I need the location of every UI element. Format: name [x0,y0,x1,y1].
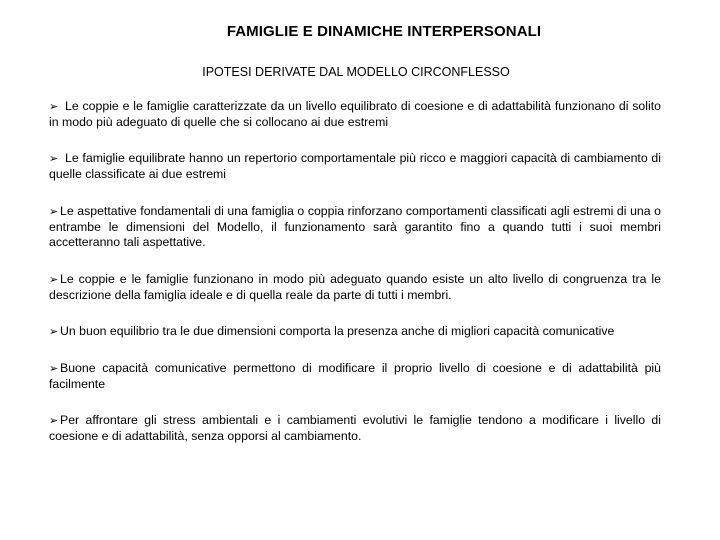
list-item-text: Le coppie e le famiglie caratterizzate da un livello equilibrato di coesione e di adattabilità funzionano di solito in modo più adeguato di quelle che si collocano ai due estremi [49,99,661,129]
list-item [49,151,661,183]
list-item [49,272,661,304]
arrow-bullet-icon: ➢ [49,326,59,339]
arrow-bullet-icon: ➢ [49,101,59,113]
list-item-text: Un buon equilibrio tra le due dimensioni comporta la presenza anche di migliori capacità comunicative [60,324,615,339]
list-item [49,204,661,251]
arrow-bullet-icon: ➢ [49,273,59,286]
page-subtitle: IPOTESI DERIVATE DAL MODELLO CIRCONFLESSO [202,65,510,79]
list-item [49,324,661,340]
list-item-text: Buone capacità comunicative permettono di modificare il proprio livello di coesione e di adattabilità più facilmente [49,360,661,391]
list-item-text: Per affrontare gli stress ambientali e i cambiamenti evolutivi le famiglie tendono a modificare i livello di coesione e di adattabilità, senza opporsi al cambiamento. [49,413,661,444]
list-item [49,99,661,131]
list-item-text: Le aspettative fondamentali di una famiglia o coppia rinforzano comportamenti classificati agli estremi di una o entrambe le dimensioni del Modello, il funzionamento sarà garantito fino a quando tutti i suoi membri accetteranno tali aspettative. [49,203,661,250]
list-item [49,361,661,393]
arrow-bullet-icon: ➢ [49,362,59,375]
list-item [49,413,661,445]
list-item-text: Le famiglie equilibrate hanno un repertorio comportamentale più ricco e maggiori capacità di cambiamento di quelle classificate ai due estremi [49,151,661,182]
arrow-bullet-icon: ➢ [49,415,59,428]
hypotheses-list [49,99,661,445]
page-title: FAMIGLIE E DINAMICHE INTERPERSONALI [226,23,542,40]
arrow-bullet-icon: ➢ [49,205,59,218]
arrow-bullet-icon: ➢ [49,153,59,166]
list-item-text: Le coppie e le famiglie funzionano in modo più adeguato quando esiste un alto livello di congruenza tra le descrizione della famiglia ideale e di quella reale da parte di tutti i membri. [49,271,661,302]
